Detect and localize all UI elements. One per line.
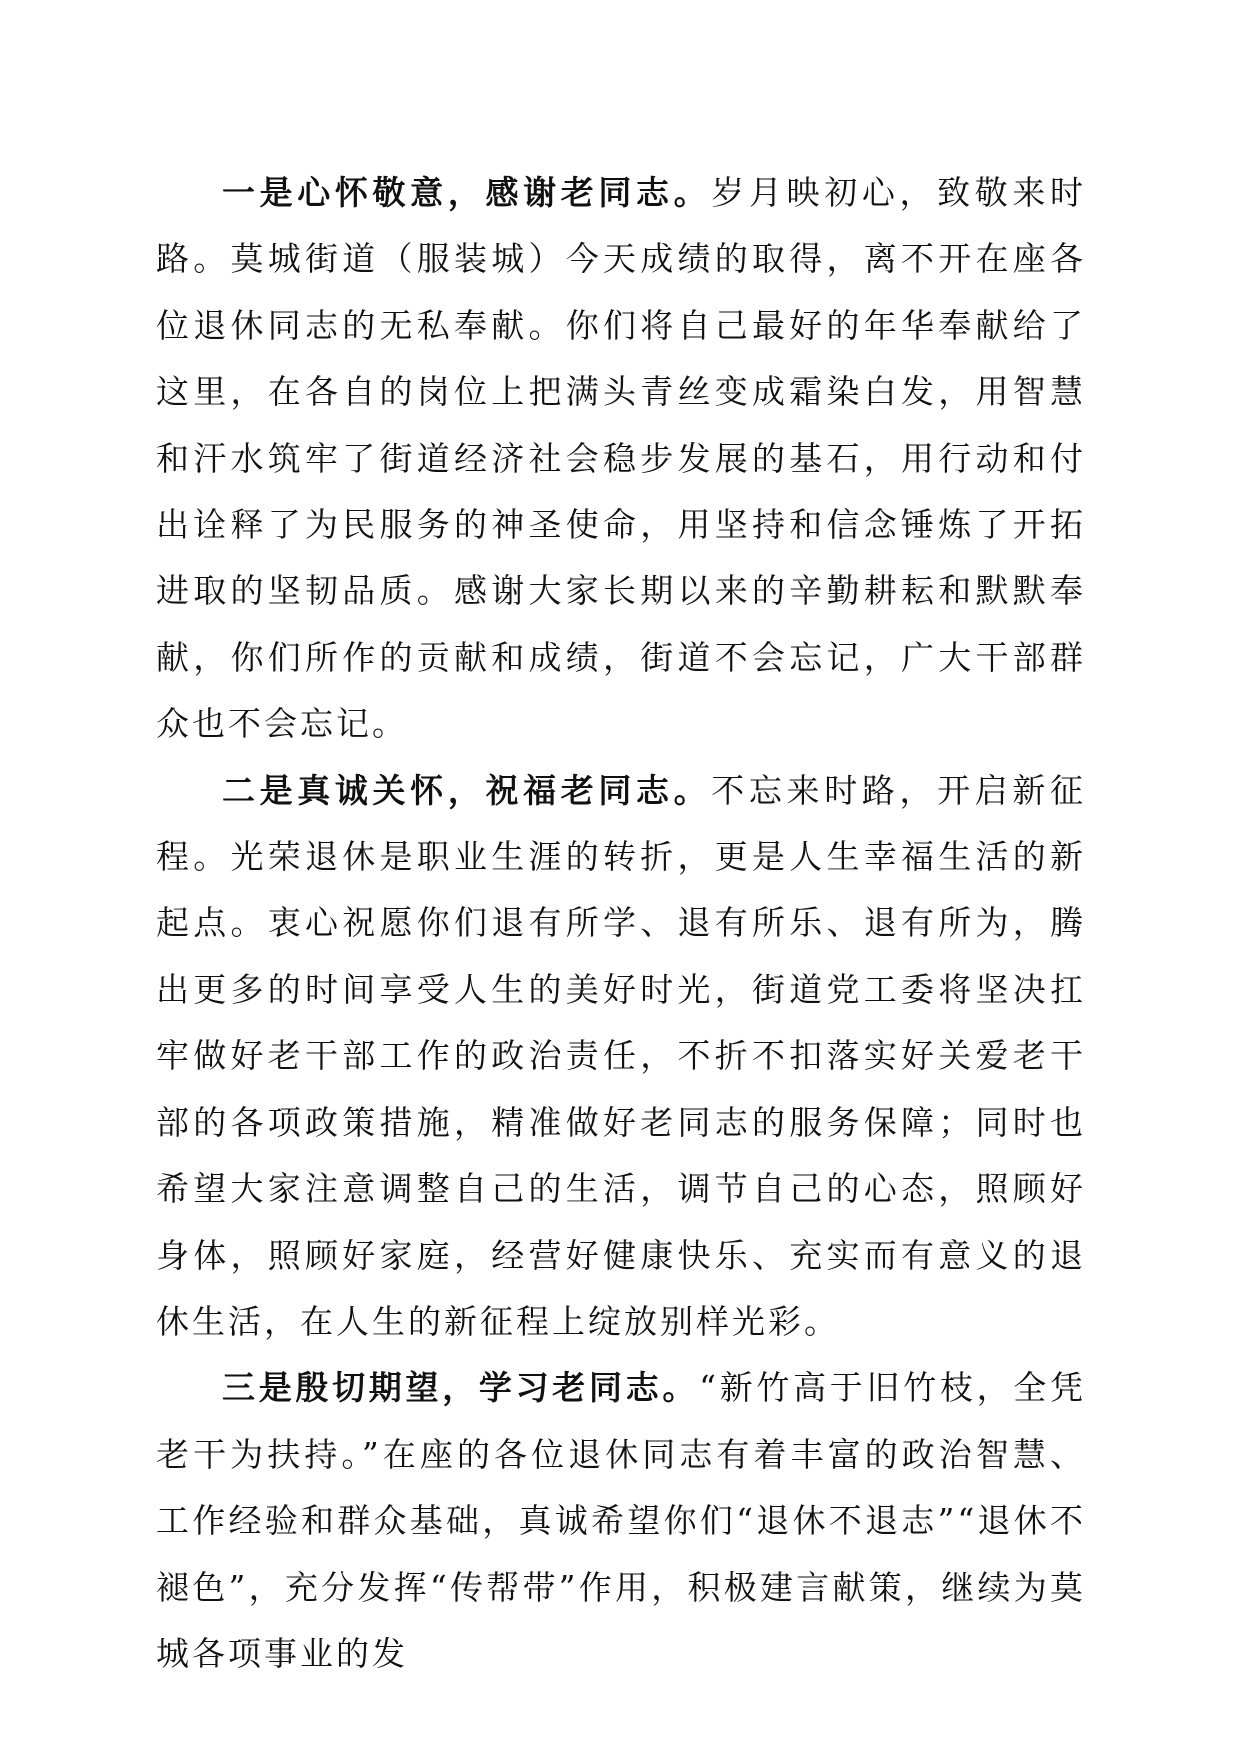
- paragraph-2-heading: 二是真诚关怀，祝福老同志。: [222, 770, 712, 810]
- paragraph-2-text: 不忘来时路，开启新征程。光荣退休是职业生涯的转折，更是人生幸福生活的新起点。衷心祝愿你们退有所学、退有所乐、退有所为，腾出更多的时间享受人生的美好时光，街道党工委将坚决扛牢做好老干部工作的政治责任，不折不扣落实好关爱老干部的各项政策措施，精准做好老同志的服务保障；同时也希望大家注意调整自己的生活，调节自己的心态，照顾好身体，照顾好家庭，经营好健康快乐、充实而有意义的退休生活，在人生的新征程上绽放别样光彩。: [156, 770, 1087, 1341]
- paragraph-1-heading: 一是心怀敬意，感谢老同志。: [222, 173, 712, 212]
- paragraph-3-text: “新竹高于旧竹枝，全凭老干为扶持。”在座的各位退休同志有着丰富的政治智慧、工作经验和群众基础，真诚希望你们“退休不退志”“退休不褪色”，充分发挥“传帮带”作用，积极建言献策，继续为莫城各项事业的发: [156, 1368, 1087, 1673]
- paragraph-3: [156, 1355, 1086, 1687]
- paragraph-3-heading: 三是殷切期望，学习老同志。: [222, 1368, 700, 1408]
- paragraph-2: [156, 758, 1086, 1356]
- paragraph-1-text: 岁月映初心，致敬来时路。莫城街道（服装城）今天成绩的取得，离不开在座各位退休同志的无私奉献。你们将自己最好的年华奉献给了这里，在各自的岗位上把满头青丝变成霜染白发，用智慧和汗水筑牢了街道经济社会稳步发展的基石，用行动和付出诠释了为民服务的神圣使命，用坚持和信念锤炼了开拓进取的坚韧品质。感谢大家长期以来的辛勤耕耘和默默奉献，你们所作的贡献和成绩，街道不会忘记，广大干部群众也不会忘记。: [156, 173, 1087, 744]
- paragraph-1: [156, 160, 1086, 758]
- document-body: [156, 160, 1086, 1687]
